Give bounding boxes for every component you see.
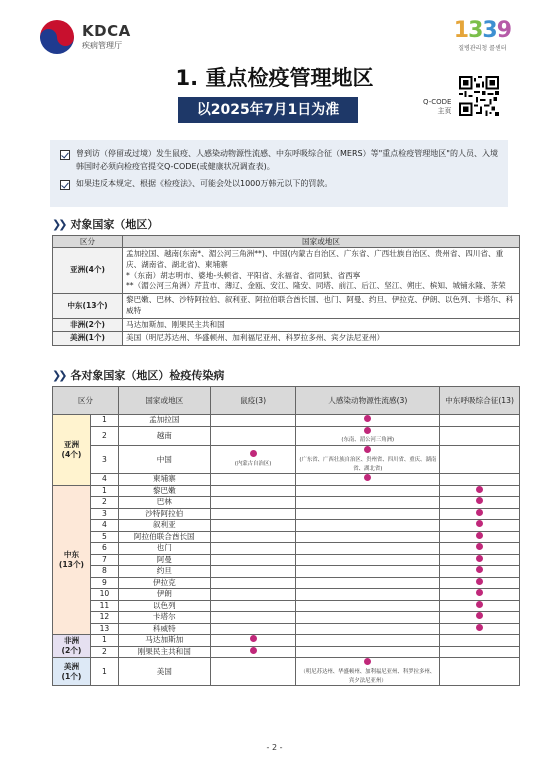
- flu-cell: [296, 589, 440, 601]
- flu-cell: [296, 646, 440, 658]
- country-cell: 越南: [118, 426, 210, 446]
- countries-cell: 美国（明尼苏达州、华盛顿州、加利福尼亚州、科罗拉多州、宾夕法尼亚州）: [123, 332, 520, 346]
- plague-cell: [210, 623, 296, 635]
- plague-cell: [210, 589, 296, 601]
- plague-cell: [210, 646, 296, 658]
- plague-note: (内蒙古自治区): [234, 461, 272, 468]
- flu-note: (东南、湄公河三角洲): [341, 437, 395, 444]
- row-number: 1: [90, 635, 118, 647]
- flu-cell: [296, 415, 440, 427]
- double-chevron-right-icon: ❯❯: [52, 217, 65, 231]
- plague-cell: [210, 600, 296, 612]
- row-number: 3: [90, 446, 118, 474]
- countries-cell: 黎巴嫩、巴林、沙特阿拉伯、叙利亚、阿拉伯联合酋长国、也门、阿曼、约旦、伊拉克、伊朗、以色列、卡塔尔、科威特: [123, 294, 520, 319]
- region-group-cell: [53, 415, 91, 486]
- region-count: (13个): [58, 559, 85, 569]
- applicable-dot-icon: [476, 543, 483, 550]
- region-name: 中东: [63, 550, 80, 560]
- region-count: (1个): [61, 671, 82, 681]
- mers-cell: [440, 508, 520, 520]
- plague-cell: [210, 446, 296, 474]
- applicable-dot-icon: [364, 474, 371, 481]
- section-heading-diseases: [52, 367, 224, 383]
- taegeuk-emblem-icon: [40, 20, 74, 54]
- country-cell: 沙特阿拉伯: [118, 508, 210, 520]
- table-row: [53, 589, 520, 601]
- mers-cell: [440, 415, 520, 427]
- row-number: 11: [90, 600, 118, 612]
- country-cell: 叙利亚: [118, 520, 210, 532]
- table-row: [53, 531, 520, 543]
- mers-cell: [440, 623, 520, 635]
- flu-note: （明尼苏达州、华盛顿州、加利福尼亚州、科罗拉多州、宾夕法尼亚州）: [300, 669, 436, 684]
- mers-cell: [440, 497, 520, 509]
- table-row: [53, 635, 520, 647]
- plague-cell: [210, 474, 296, 486]
- flu-cell: [296, 426, 440, 446]
- plague-cell: [210, 577, 296, 589]
- applicable-dot-icon: [476, 566, 483, 573]
- target-countries-table: [52, 235, 520, 346]
- table-row: [53, 646, 520, 658]
- row-number: 9: [90, 577, 118, 589]
- applicable-dot-icon: [476, 555, 483, 562]
- mers-cell: [440, 577, 520, 589]
- applicable-dot-icon: [476, 486, 483, 493]
- table-row: [53, 612, 520, 624]
- hotline-subtitle: 질병관리청 콜센터: [458, 45, 507, 52]
- checkbox-checked-icon: [60, 150, 70, 160]
- row-number: 1: [90, 658, 118, 686]
- column-header: 区分: [53, 236, 123, 248]
- plague-cell: [210, 543, 296, 555]
- flu-cell: [296, 474, 440, 486]
- section-title: 对象国家（地区）: [70, 218, 159, 231]
- row-number: 12: [90, 612, 118, 624]
- row-number: 10: [90, 589, 118, 601]
- org-name-zh: 疾病管理厅: [82, 41, 122, 50]
- notice-box: [50, 140, 508, 207]
- plague-cell: [210, 658, 296, 686]
- region-name: 美洲: [63, 661, 80, 671]
- checkbox-checked-icon: [60, 180, 70, 190]
- applicable-dot-icon: [476, 612, 483, 619]
- qr-label-line: 主页: [437, 107, 452, 116]
- mers-cell: [440, 485, 520, 497]
- mers-cell: [440, 646, 520, 658]
- row-number: 1: [90, 485, 118, 497]
- plague-cell: [210, 635, 296, 647]
- table-row: [53, 474, 520, 486]
- countries-line: *（东南）胡志明市、婆地-头顿省、平阳省、永福省、省同狱、省西寧: [126, 270, 361, 280]
- table-row: [53, 600, 520, 612]
- row-number: 7: [90, 554, 118, 566]
- applicable-dot-icon: [476, 509, 483, 516]
- applicable-dot-icon: [250, 635, 257, 642]
- table-row: [53, 658, 520, 686]
- applicable-dot-icon: [476, 532, 483, 539]
- flu-cell: [296, 554, 440, 566]
- plague-cell: [210, 485, 296, 497]
- hotline-digit: 3: [482, 18, 497, 43]
- flu-cell: [296, 531, 440, 543]
- hotline-digit: 9: [496, 18, 511, 43]
- country-cell: 卡塔尔: [118, 612, 210, 624]
- page-number: - 2 -: [266, 743, 283, 752]
- plague-cell: [210, 566, 296, 578]
- mers-cell: [440, 658, 520, 686]
- applicable-dot-icon: [364, 446, 371, 453]
- applicable-dot-icon: [476, 624, 483, 631]
- row-number: 8: [90, 566, 118, 578]
- table-row: [53, 426, 520, 446]
- applicable-dot-icon: [364, 427, 371, 434]
- country-cell: 孟加拉国: [118, 415, 210, 427]
- column-header: 中东呼吸综合征(13): [440, 387, 520, 415]
- country-cell: 阿拉伯联合酋长国: [118, 531, 210, 543]
- section-title: 各对象国家（地区）检疫传染病: [70, 369, 225, 382]
- row-number: 4: [90, 520, 118, 532]
- row-number: 6: [90, 543, 118, 555]
- table-row: [53, 508, 520, 520]
- mers-cell: [440, 600, 520, 612]
- country-cell: 柬埔寨: [118, 474, 210, 486]
- column-header: 鼠疫(3): [210, 387, 296, 415]
- country-cell: 也门: [118, 543, 210, 555]
- table-row: [53, 415, 520, 427]
- row-number: 5: [90, 531, 118, 543]
- country-cell: 科威特: [118, 623, 210, 635]
- region-cell: 美洲(1个): [53, 332, 123, 346]
- flu-cell: [296, 485, 440, 497]
- table-row: [53, 497, 520, 509]
- flu-cell: [296, 623, 440, 635]
- mers-cell: [440, 520, 520, 532]
- table-row: [53, 318, 520, 332]
- country-cell: 伊拉克: [118, 577, 210, 589]
- row-number: 13: [90, 623, 118, 635]
- countries-cell: 马达加斯加、刚果民主共和国: [123, 318, 520, 332]
- flu-cell: [296, 520, 440, 532]
- region-name: 非洲: [63, 636, 80, 646]
- section-heading-target-countries: [52, 216, 158, 232]
- flu-cell: [296, 577, 440, 589]
- plague-cell: [210, 520, 296, 532]
- plague-cell: [210, 415, 296, 427]
- table-row: [53, 485, 520, 497]
- country-cell: 黎巴嫩: [118, 485, 210, 497]
- org-name-en: KDCA: [82, 22, 131, 40]
- country-cell: 中国: [118, 446, 210, 474]
- table-row: [53, 446, 520, 474]
- table-row: [53, 294, 520, 319]
- mers-cell: [440, 446, 520, 474]
- column-header: 国家或地区: [123, 236, 520, 248]
- flu-cell: [296, 543, 440, 555]
- country-cell: 伊朗: [118, 589, 210, 601]
- region-group-cell: [53, 485, 91, 635]
- table-row: [53, 248, 520, 294]
- disease-table: [52, 386, 520, 686]
- table-row: [53, 623, 520, 635]
- row-number: 2: [90, 646, 118, 658]
- plague-cell: [210, 497, 296, 509]
- row-number: 2: [90, 497, 118, 509]
- qr-label: [423, 98, 451, 117]
- countries-cell: [123, 248, 520, 294]
- row-number: 3: [90, 508, 118, 520]
- table-row: [53, 543, 520, 555]
- mers-cell: [440, 612, 520, 624]
- mers-cell: [440, 554, 520, 566]
- country-cell: 阿曼: [118, 554, 210, 566]
- applicable-dot-icon: [476, 601, 483, 608]
- applicable-dot-icon: [476, 578, 483, 585]
- qr-code-icon[interactable]: [459, 76, 499, 116]
- region-group-cell: [53, 635, 91, 658]
- plague-cell: [210, 426, 296, 446]
- qr-label-line: Q-CODE: [423, 98, 452, 106]
- column-header: 区分: [53, 387, 119, 415]
- mers-cell: [440, 543, 520, 555]
- hotline-digit: 1: [453, 18, 469, 43]
- column-header: 人感染动物源性流感(3): [296, 387, 440, 415]
- mers-cell: [440, 474, 520, 486]
- notice-item: [60, 148, 498, 174]
- flu-note: (广东省、广西壮族自治区、贵州省、四川省、重庆、湖南省、湖北省): [299, 456, 437, 472]
- applicable-dot-icon: [476, 520, 483, 527]
- country-cell: 马达加斯加: [118, 635, 210, 647]
- table-row: [53, 554, 520, 566]
- column-header: 国家或地区: [118, 387, 210, 415]
- flu-cell: [296, 658, 440, 686]
- country-cell: 以色列: [118, 600, 210, 612]
- region-group-cell: [53, 658, 91, 686]
- country-cell: 美国: [118, 658, 210, 686]
- date-banner: 以2025年7月1日为准: [178, 97, 358, 123]
- country-cell: 刚果民主共和国: [118, 646, 210, 658]
- applicable-dot-icon: [250, 647, 257, 654]
- notice-text: 如果违反本规定、根据《检疫法》、可能会处以1000万韩元以下的罚款。: [76, 178, 333, 188]
- applicable-dot-icon: [476, 497, 483, 504]
- flu-cell: [296, 497, 440, 509]
- notice-item: [60, 178, 498, 191]
- plague-cell: [210, 612, 296, 624]
- row-number: 2: [90, 426, 118, 446]
- table-row: [53, 566, 520, 578]
- applicable-dot-icon: [250, 450, 257, 457]
- region-cell: 亚洲(4个): [53, 248, 123, 294]
- row-number: 4: [90, 474, 118, 486]
- mers-cell: [440, 426, 520, 446]
- flu-cell: [296, 600, 440, 612]
- kdca-logo: [40, 20, 131, 54]
- region-count: (2个): [61, 646, 82, 656]
- row-number: 1: [90, 415, 118, 427]
- region-name: 亚洲: [63, 439, 80, 449]
- table-row: [53, 520, 520, 532]
- hotline-digit: 3: [468, 18, 483, 43]
- flu-cell: [296, 566, 440, 578]
- countries-line: 孟加拉国、越南(东南*、湄公河三角洲**)、中国(内蒙古自治区、广东省、广西壮族自治区、贵州省、四川省、重庆、湖南省、湖北省)、柬埔寨: [126, 249, 504, 269]
- plague-cell: [210, 554, 296, 566]
- hotline-logo: [454, 18, 511, 52]
- table-row: [53, 332, 520, 346]
- applicable-dot-icon: [364, 658, 371, 665]
- mers-cell: [440, 635, 520, 647]
- mers-cell: [440, 566, 520, 578]
- flu-cell: [296, 446, 440, 474]
- country-cell: 巴林: [118, 497, 210, 509]
- region-cell: 中东(13个): [53, 294, 123, 319]
- double-chevron-right-icon: ❯❯: [52, 368, 65, 382]
- applicable-dot-icon: [476, 589, 483, 596]
- plague-cell: [210, 508, 296, 520]
- plague-cell: [210, 531, 296, 543]
- mers-cell: [440, 531, 520, 543]
- flu-cell: [296, 508, 440, 520]
- page-title: 1. 重点检疫管理地区: [175, 66, 374, 90]
- mers-cell: [440, 589, 520, 601]
- country-cell: 约旦: [118, 566, 210, 578]
- flu-cell: [296, 635, 440, 647]
- countries-line: **（湄公河三角洲）芹苴市、薄辽、金瓯、安江、隆安、同塔、前江、后江、坚江、朔庄、槟知、城铺永隆、茶荣: [126, 281, 506, 291]
- notice-text: 曾到访（停留或过境）发生鼠疫、人感染动物源性流感、中东呼吸综合征（MERS）等"重点检疫管理地区"的人员、入境韩国时必须向检疫官提交Q-CODE(或健康状况调查表)。: [76, 149, 498, 171]
- applicable-dot-icon: [364, 415, 371, 422]
- region-cell: 非洲(2个): [53, 318, 123, 332]
- region-count: (4个): [61, 449, 82, 459]
- table-row: [53, 577, 520, 589]
- flu-cell: [296, 612, 440, 624]
